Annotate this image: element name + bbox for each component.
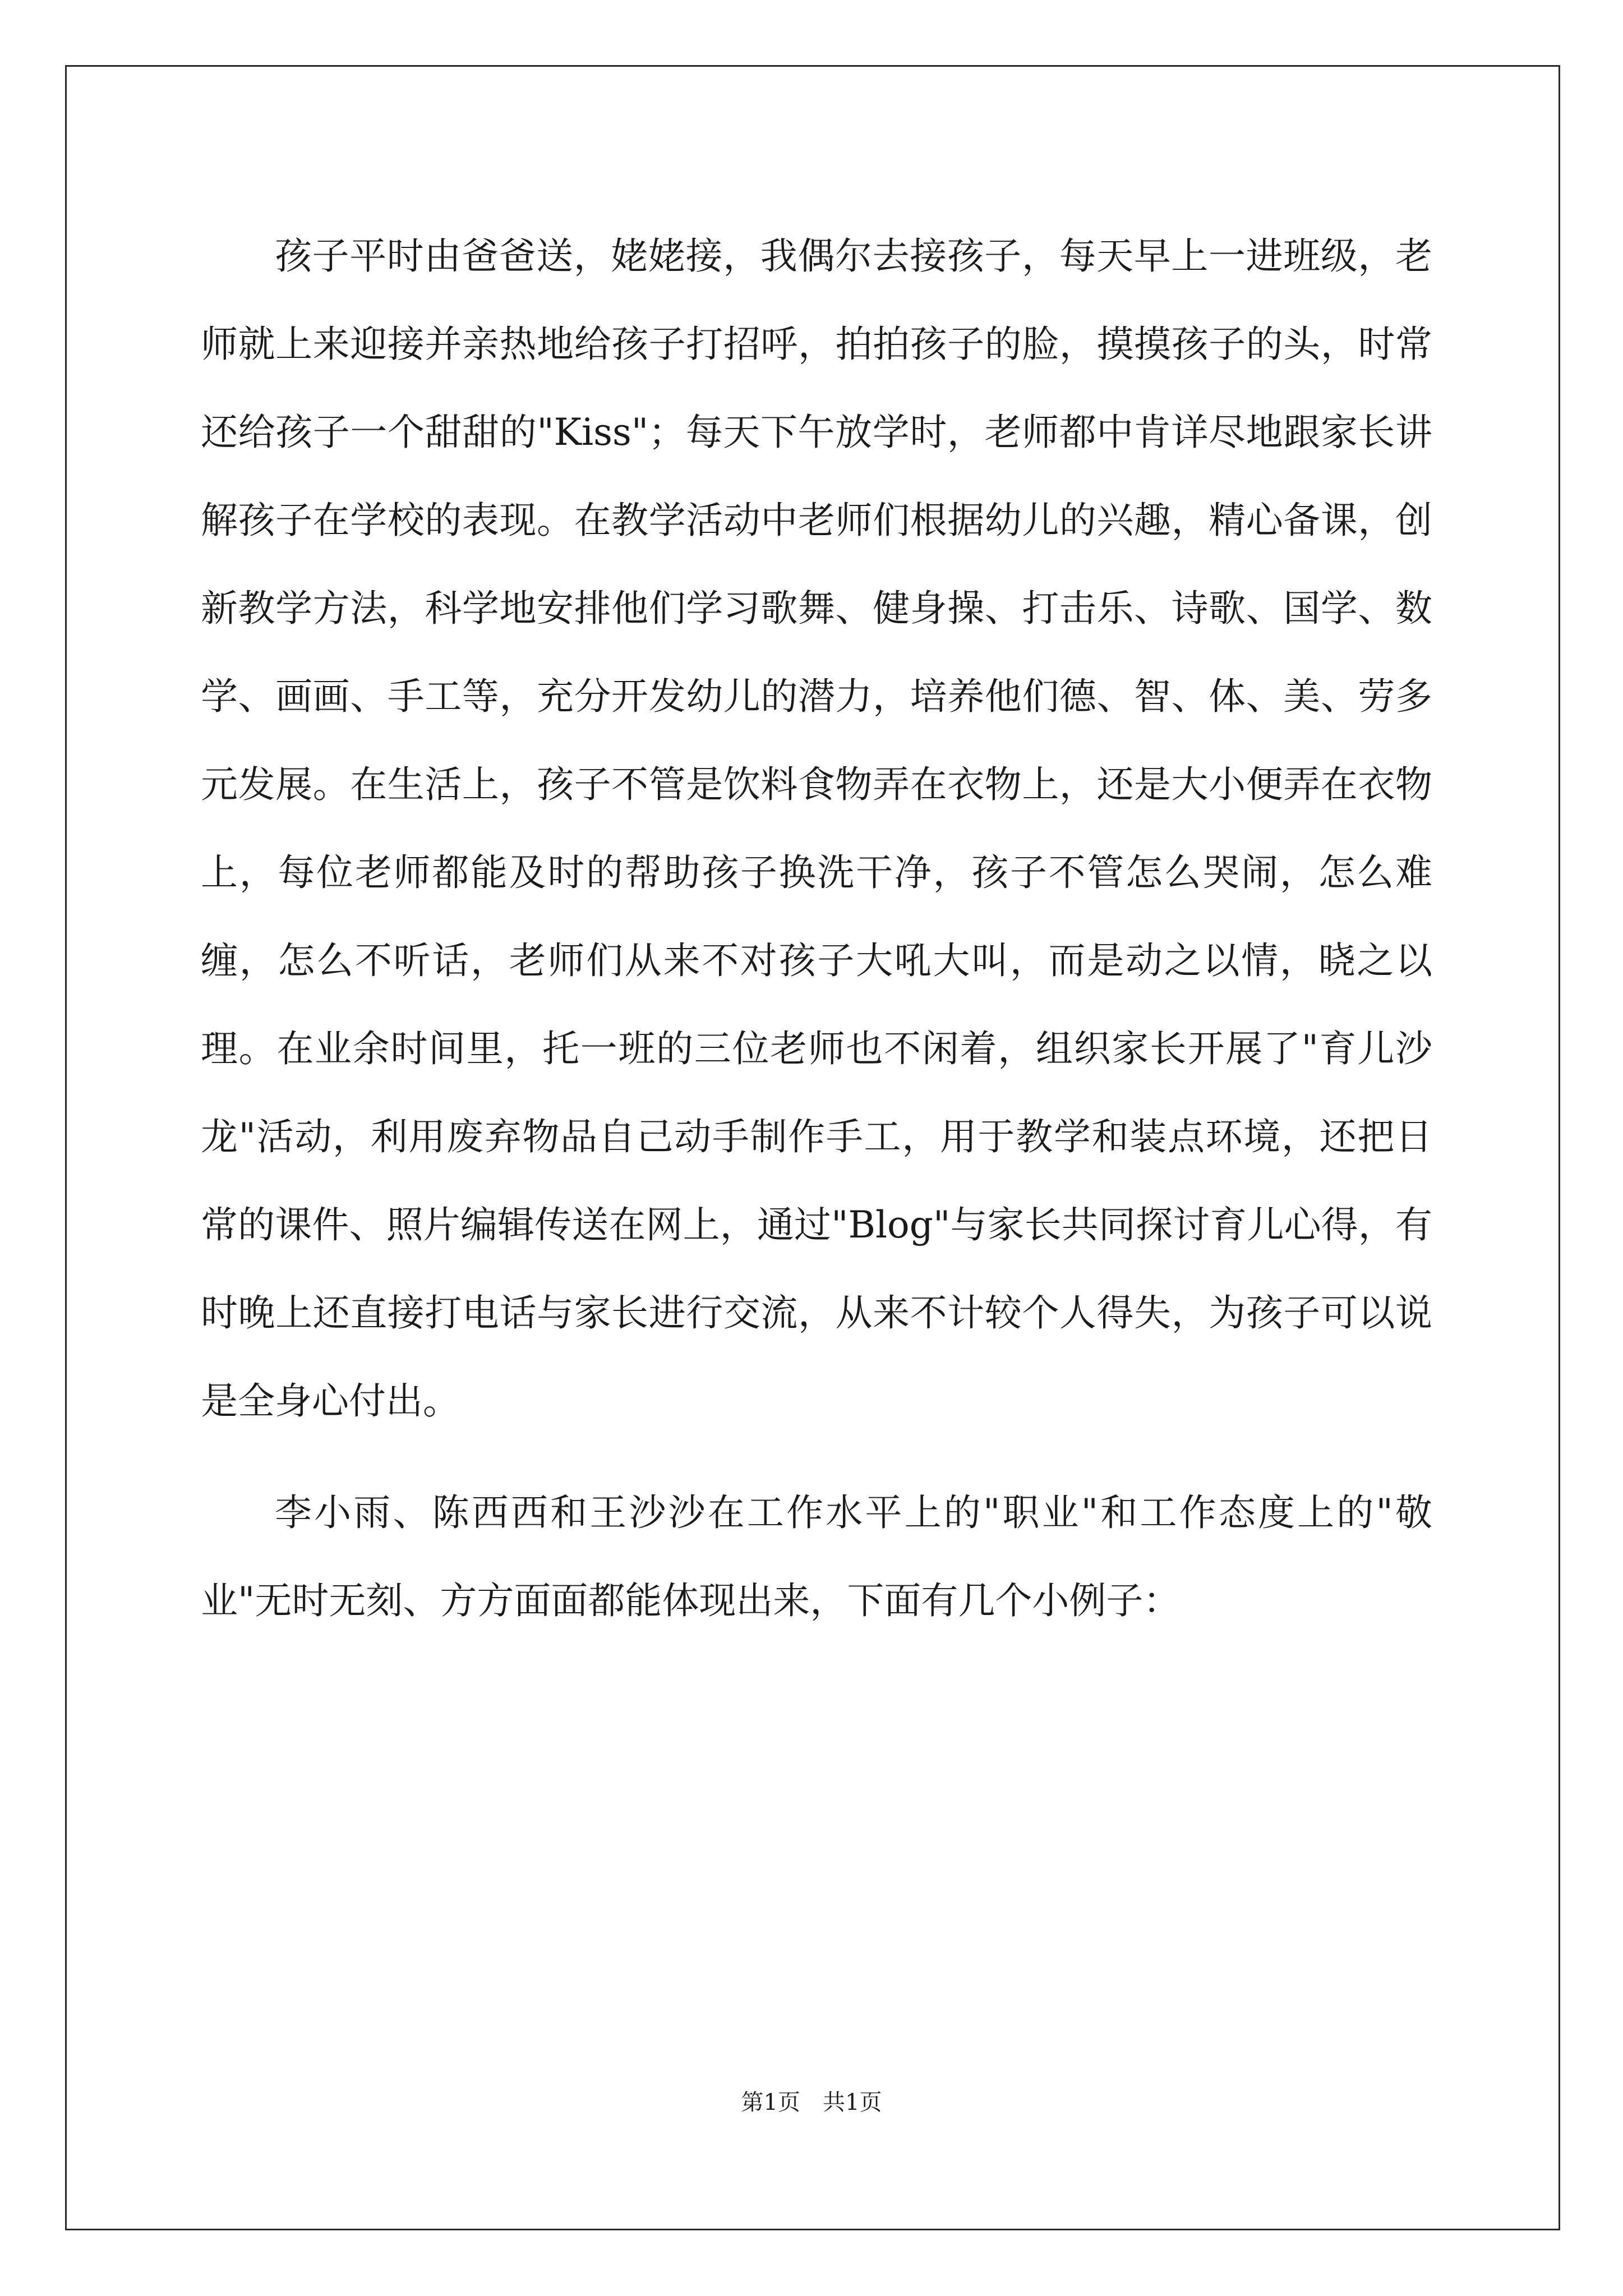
page-number: 第1页 共1页 — [741, 2090, 882, 2115]
document-body — [201, 212, 1432, 1645]
paragraph-1: 孩子平时由爸爸送，姥姥接，我偶尔去接孩子，每天早上一进班级，老师就上来迎接并亲热地给孩子打招呼，拍拍孩子的脸，摸摸孩子的头，时常还给孩子一个甜甜的"Kiss"；每天下午放学时，老师都中肯详尽地跟家长讲解孩子在学校的表现。在教学活动中老师们根据幼儿的兴趣，精心备课，创新教学方法，科学地安排他们学习歌舞、健身操、打击乐、诗歌、国学、数学、画画、手工等，充分开发幼儿的潜力，培养他们德、智、体、美、劳多元发展。在生活上，孩子不管是饮料食物弄在衣物上，还是大小便弄在衣物上，每位老师都能及时的帮助孩子换洗干净，孩子不管怎么哭闹，怎么难缠，怎么不听话，老师们从来不对孩子大吼大叫，而是动之以情，晓之以理。在业余时间里，托一班的三位老师也不闲着，组织家长开展了"育儿沙龙"活动，利用废弃物品自己动手制作手工，用于教学和装点环境，还把日常的课件、照片编辑传送在网上，通过"Blog"与家长共同探讨育儿心得，有时晚上还直接打电话与家长进行交流，从来不计较个人得失，为孩子可以说是全身心付出。 — [201, 234, 1432, 1423]
paragraph-2: 李小雨、陈西西和王沙沙在工作水平上的"职业"和工作态度上的"敬业"无时无刻、方方面面都能体现出来，下面有几个小例子： — [201, 1491, 1432, 1622]
